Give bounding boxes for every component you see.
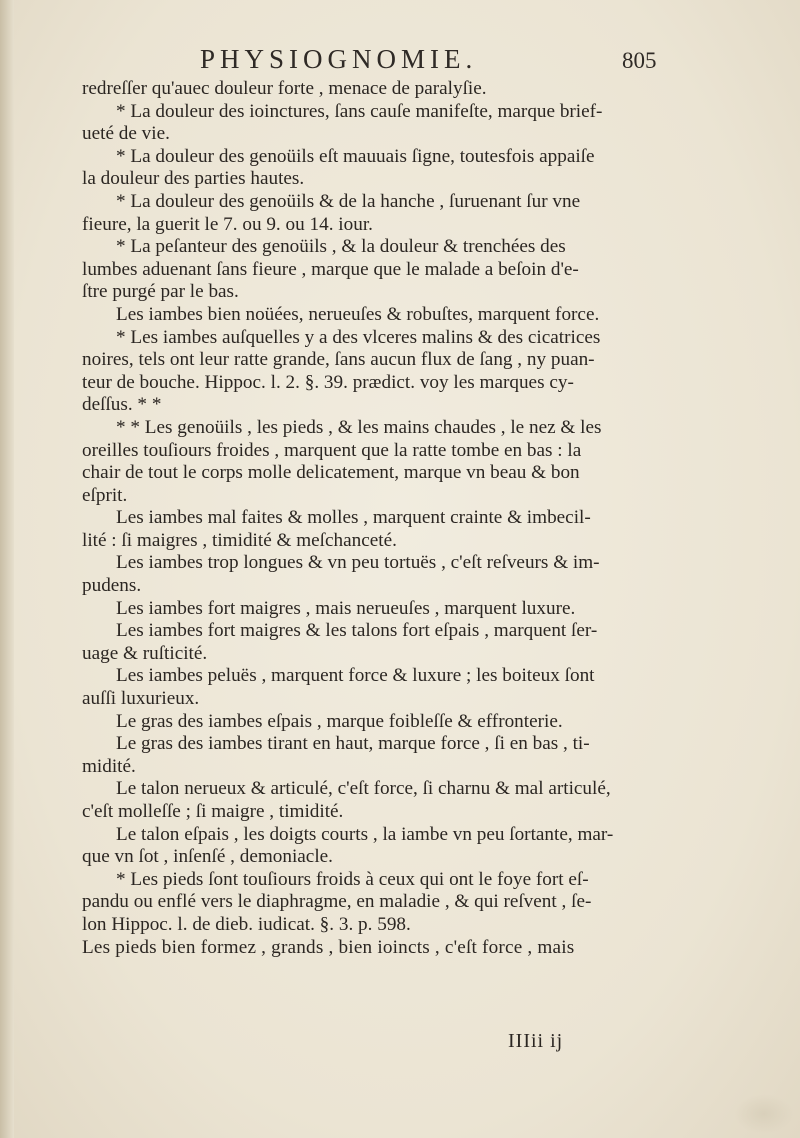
text-line: * La douleur des ioinctures, ſans cauſe manifeſte, marque brief- xyxy=(116,100,603,122)
text-line: teur de bouche. Hippoc. l. 2. §. 39. prædict. voy les marques cy- xyxy=(82,371,574,393)
text-line: fieure, la guerit le 7. ou 9. ou 14. iour. xyxy=(82,213,373,235)
text-line: Les iambes peluës , marquent force & luxure ; les boiteux ſont xyxy=(116,665,595,687)
page-number: 805 xyxy=(622,48,657,73)
paper-stain xyxy=(734,1094,794,1134)
text-line: ſtre purgé par le bas. xyxy=(82,281,239,303)
text-line: Les iambes fort maigres , mais nerueuſes , marquent luxure. xyxy=(116,597,576,619)
text-line: Le talon nerueux & articulé, c'eſt force, ſi charnu & mal articulé, xyxy=(116,778,611,800)
text-line: auſſi luxurieux. xyxy=(82,688,200,710)
text-line: * * Les genoüils , les pieds , & les mains chaudes , le nez & les xyxy=(116,416,602,438)
body-text xyxy=(82,78,660,959)
text-line: chair de tout le corps molle delicatement, marque vn beau & bon xyxy=(82,462,580,484)
text-line: lité : ſi maigres , timidité & meſchanceté. xyxy=(82,529,397,551)
text-line: redreſſer qu'auec douleur forte , menace de paralyſie. xyxy=(82,78,487,99)
text-line: Les iambes trop longues & vn peu tortuës , c'eſt reſveurs & im- xyxy=(116,552,600,574)
text-line: la douleur des parties hautes. xyxy=(82,168,305,190)
text-line: Les iambes bien noüées, nerueuſes & robuſtes, marquent force. xyxy=(116,303,600,325)
text-line: * Les iambes auſquelles y a des vlceres malins & des cicatrices xyxy=(116,326,601,348)
text-line: lon Hippoc. l. de dieb. iudicat. §. 3. p. 598. xyxy=(82,913,411,935)
text-line: uage & ruſticité. xyxy=(82,642,208,664)
text-line: midité. xyxy=(82,755,136,777)
text-line: noires, tels ont leur ratte grande, ſans aucun flux de ſang , ny puan- xyxy=(82,349,595,371)
text-line: * La douleur des genoüils & de la hanche , ſuruenant ſur vne xyxy=(116,190,581,212)
text-line: Les pieds bien formez , grands , bien ioincts , c'eſt force , mais xyxy=(82,936,575,958)
text-line: * La douleur des genoüils eſt mauuais ſigne, toutesfois appaiſe xyxy=(116,145,595,167)
text-line: * La peſanteur des genoüils , & la douleur & trenchées des xyxy=(116,236,566,258)
text-line: oreilles touſiours froides , marquent que la ratte tombe en bas : la xyxy=(82,439,582,461)
page-gutter xyxy=(0,0,14,1138)
text-line: c'eſt molleſſe ; ſi maigre , timidité. xyxy=(82,801,344,822)
text-line: eſprit. xyxy=(82,484,128,506)
text-line: Le gras des iambes tirant en haut, marque force , ſi en bas , ti- xyxy=(116,733,590,755)
text-line: lumbes aduenant ſans fieure , marque que le malade a beſoin d'e- xyxy=(82,258,579,280)
page-header xyxy=(0,42,800,82)
text-line: pudens. xyxy=(82,575,142,597)
running-title: PHYSIOGNOMIE. xyxy=(200,44,478,74)
text-line: deſſus. * * xyxy=(82,394,162,416)
text-line: * Les pieds ſont touſiours froids à ceux qui ont le foye fort eſ- xyxy=(116,868,589,890)
text-line: Le gras des iambes eſpais , marque foibleſſe & effronterie. xyxy=(116,710,563,732)
text-line: ueté de vie. xyxy=(82,123,170,145)
text-line: pandu ou enflé vers le diaphragme, en maladie , & qui reſvent , ſe- xyxy=(82,891,592,913)
signature-mark: IIIii ij xyxy=(508,1030,564,1052)
text-line: Le talon eſpais , les doigts courts , la iambe vn peu ſortante, mar- xyxy=(116,823,614,845)
text-line: que vn ſot , inſenſé , demoniacle. xyxy=(82,846,333,868)
text-line: Les iambes fort maigres & les talons fort eſpais , marquent ſer- xyxy=(116,620,598,642)
text-line: Les iambes mal faites & molles , marquent crainte & imbecil- xyxy=(116,507,591,529)
